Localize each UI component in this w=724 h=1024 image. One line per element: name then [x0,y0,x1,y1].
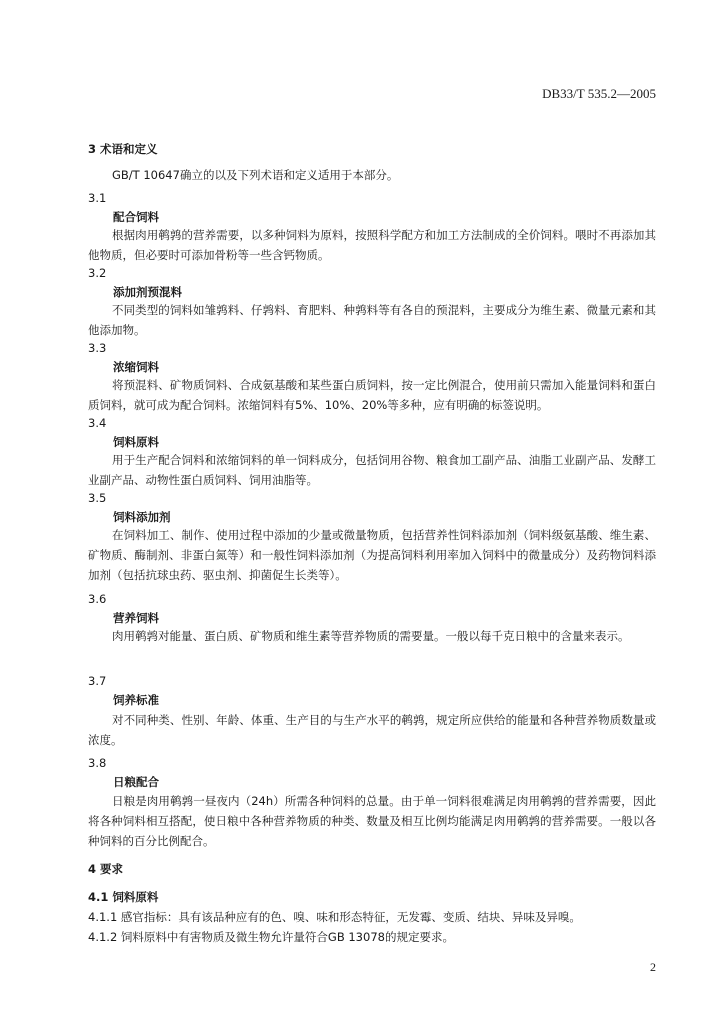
term-definition: 对不同种类、性别、年龄、体重、生产目的与生产水平的鹌鹑，规定所应供给的能量和各种营养物质数量或浓度。 [88,713,656,747]
section-3-heading: 3 术语和定义 [88,142,158,156]
term-name: 饲养标准 [113,693,159,707]
term-definition: 将预混料、矿物质饲料、合成氨基酸和某些蛋白质饲料，按一定比例混合，使用前只需加入能量饲料和蛋白质饲料，就可成为配合饲料。浓缩饲料有5%、10%、20%等多种，应有明确的标签说明。 [88,378,656,412]
term-number: 3.8 [88,756,107,770]
term-number: 3.6 [88,592,107,606]
term-number: 3.1 [88,191,107,205]
section-4-heading: 4 要求 [88,862,124,876]
term-name: 日粮配合 [113,775,159,789]
term-definition: 根据肉用鹌鹑的营养需要，以多种饲料为原料，按照科学配方和加工方法制成的全价饲料。喂时不再添加其他物质，但必要时可添加骨粉等一些含钙物质。 [88,228,656,262]
requirement-item: 4.1.1 感官指标：具有该品种应有的色、嗅、味和形态特征，无发霉、变质、结块、异味及异嗅。 [88,910,581,924]
requirement-item: 4.1.2 饲料原料中有害物质及微生物允许量符合GB 13078的规定要求。 [88,930,454,944]
term-definition: 日粮是肉用鹌鹑一昼夜内（24h）所需各种饲料的总量。由于单一饲料很难满足肉用鹌鹑的营养需要，因此将各种饲料相互搭配，使日粮中各种营养物质的种类、数量及相互比例均能满足肉用鹌鹑的营养需要。一般以各种饲料的百分比例配合。 [88,794,656,848]
term-name: 浓缩饲料 [113,360,159,374]
term-definition: 在饲料加工、制作、使用过程中添加的少量或微量物质，包括营养性饲料添加剂（饲料级氨基酸、维生素、矿物质、酶制剂、非蛋白氮等）和一般性饲料添加剂（为提高饲料利用率加入饲料中的微量成分）及药物饲料添加剂（包括抗球虫药、驱虫剂、抑菌促生长类等）。 [88,528,656,582]
term-definition: 肉用鹌鹑对能量、蛋白质、矿物质和维生素等营养物质的需要量。一般以每千克日粮中的含量来表示。 [112,629,630,643]
term-name: 营养饲料 [113,611,159,625]
term-definition: 不同类型的饲料如雏鹑料、仔鹑料、育肥料、种鹑料等有各自的预混料，主要成分为维生素、微量元素和其他添加物。 [88,303,656,337]
term-number: 3.2 [88,266,107,280]
term-number: 3.3 [88,341,107,355]
term-number: 3.5 [88,491,107,505]
term-definition: 用于生产配合饲料和浓缩饲料的单一饲料成分，包括饲用谷物、粮食加工副产品、油脂工业副产品、发酵工业副产品、动物性蛋白质饲料、饲用油脂等。 [88,453,656,487]
term-name: 配合饲料 [113,210,159,224]
section-3-intro: GB/T 10647确立的以及下列术语和定义适用于本部分。 [112,168,399,182]
section-4-1-heading: 4.1 饲料原料 [88,890,159,904]
page-number: 2 [650,960,656,974]
standard-number: DB33/T 535.2—2005 [542,86,656,101]
term-number: 3.4 [88,416,107,430]
term-number: 3.7 [88,674,107,688]
term-name: 饲料原料 [113,435,159,449]
term-name: 添加剂预混料 [113,285,182,299]
term-name: 饲料添加剂 [113,510,171,524]
